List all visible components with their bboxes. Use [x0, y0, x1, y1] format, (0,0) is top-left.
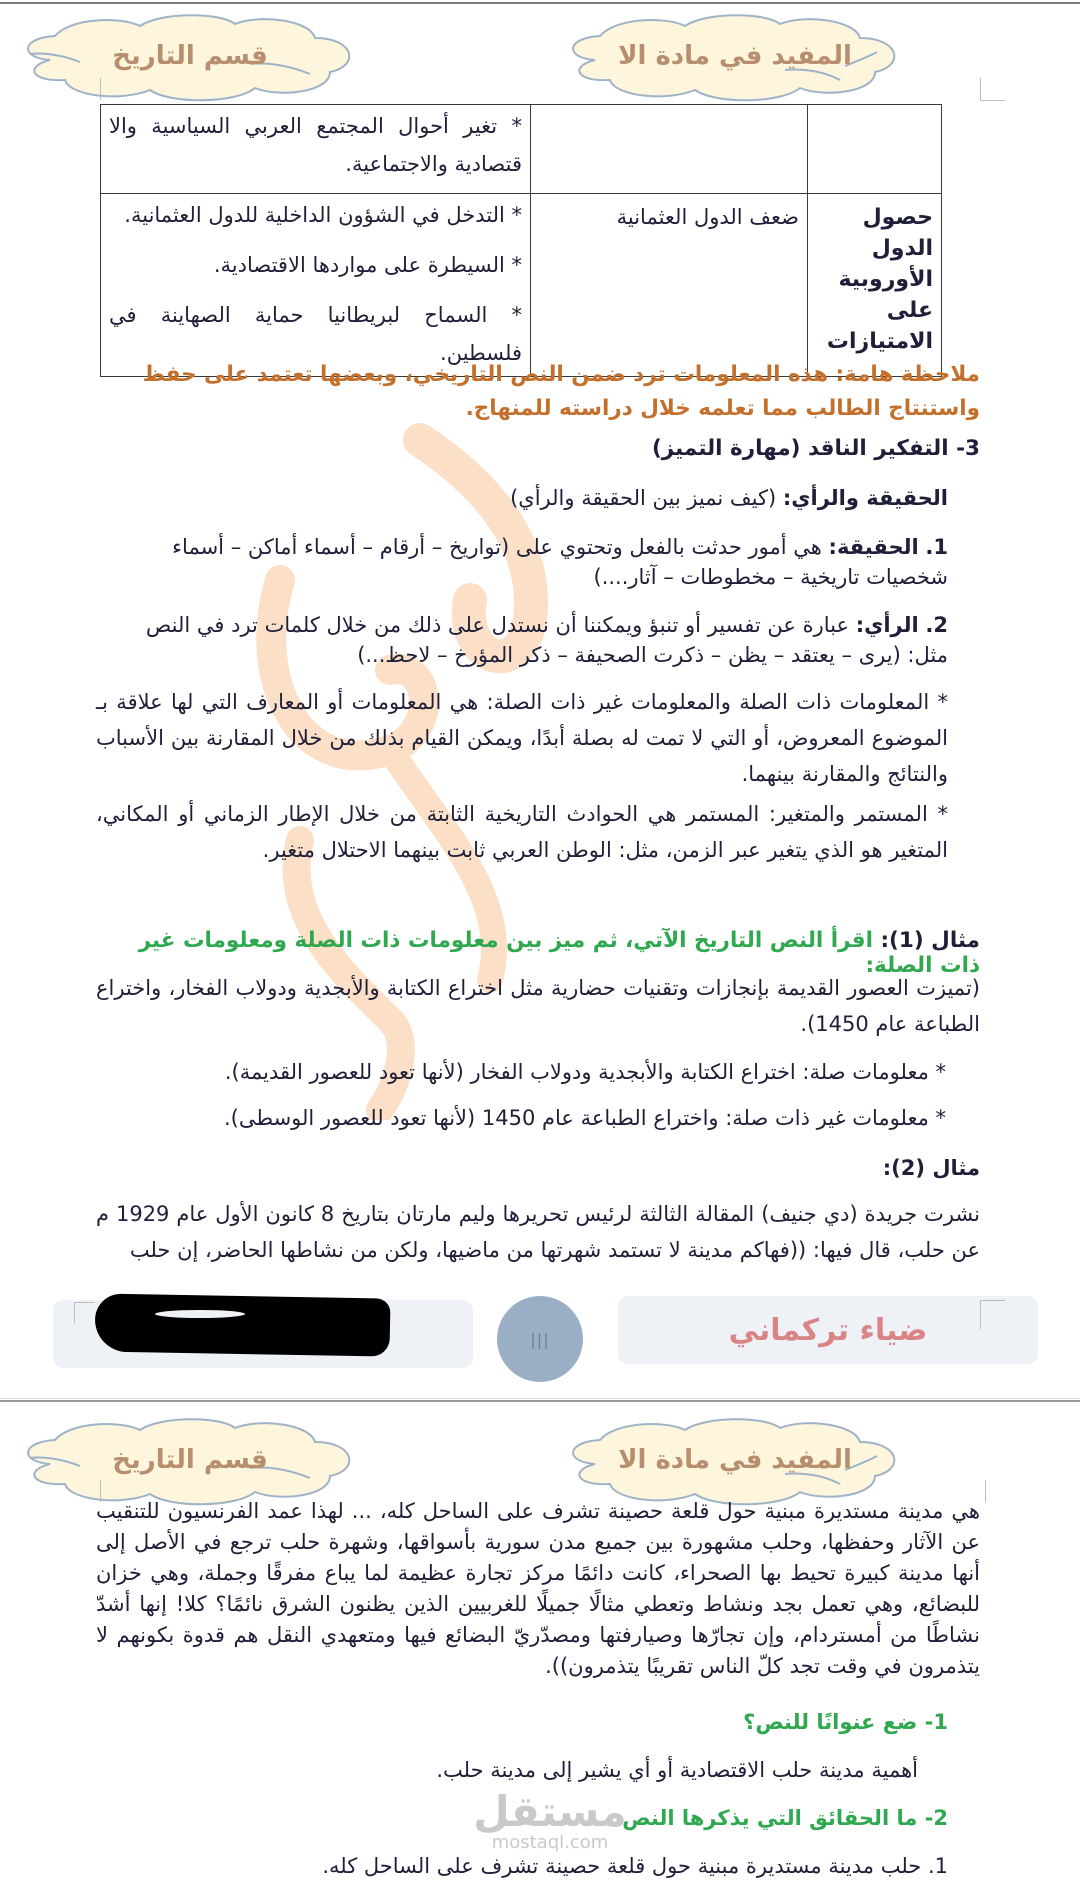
result-item: * التدخل في الشؤون الداخلية للدول العثمانية.	[124, 203, 522, 227]
table-cell-cause	[531, 105, 808, 194]
table-cell-event	[808, 105, 942, 194]
cloud-subject-text: المفيد في مادة الا	[618, 1445, 852, 1475]
author-name: ضياء تركماني	[728, 1312, 928, 1348]
cloud-subject-text: المفيد في مادة الا	[618, 41, 852, 71]
list-item-opinion: 2. الرأي: عبارة عن تفسير أو تنبؤ ويمكننا أن نستدل على ذلك من خلال كلمات ترد في النص مثل: (يرى – يعتقد – يظن – ذكرت الصحيفة – ذكر المؤرخ – لاحظ...)	[145, 613, 948, 667]
bullet-relevant-info: * المعلومات ذات الصلة والمعلومات غير ذات الصلة: هي المعلومات أو المعارف التي لها علاقة بـ الموضوع المعروض، أو التي لا تمت له بصلة أبدًا، ويمكن القيام بذلك من خلال المقارنة بين الأسباب والنتائج والمقارنة بينهما.	[96, 690, 948, 786]
bullet-continuous-variable: * المستمر والمتغير: المستمر هي الحوادث التاريخية الثابتة من خلال الإطار الزماني أو المكاني، المتغير هو الذي يتغير عبر الزمن، مثل: الوطن العربي ثابت بينهما الاحتلال متغير.	[96, 802, 948, 862]
footer-author-box	[618, 1296, 1038, 1364]
page-divider-handle[interactable]	[497, 1296, 583, 1382]
example-1-instruction: اقرأ النص التاريخ الآتي، ثم ميز بين معلومات ذات الصلة ومعلومات غير ذات الصلة:	[138, 928, 980, 978]
result-item: * السماح لبريطانيا حماية الصهاينة في فلسطين.	[109, 303, 522, 365]
question-2: 2- ما الحقائق التي يذكرها النص.	[614, 1806, 948, 1830]
table-cell-cause: ضعف الدول العثمانية	[531, 194, 808, 377]
mostaql-watermark: مستقل mostaql.com	[473, 1787, 627, 1853]
table-row	[101, 105, 942, 194]
drag-handle-icon: |||	[530, 1329, 550, 1349]
table-cell-event: حصول الدول الأوروبية على الامتيازات	[808, 194, 942, 377]
example-2-text-part1: نشرت جريدة (دي جنيف) المقالة الثالثة لرئيس تحريرها وليم مارتان بتاريخ 8 كانون الأول عام 1929 م عن حلب، قال فيها: ((فهاكم مدينة لا تستمد شهرتها من ماضيها، ولكن من نشاطها الحاضر، إن حلب	[96, 1202, 980, 1262]
header-cloud-department	[10, 1412, 370, 1508]
example-1-label: مثال (1):	[880, 928, 980, 953]
example-1-unrelated: * معلومات غير ذات صلة: واختراع الطباعة عام 1450 (لأنها تعود للعصور الوسطى).	[223, 1106, 946, 1130]
term-fact: الحقيقة:	[828, 535, 919, 559]
page-separator	[0, 1400, 1080, 1402]
list-item-fact: 1. الحقيقة: هي أمور حدثت بالفعل وتحتوي على (تواريخ – أرقام – أسماء أماكن – أسماء شخصيات تاريخية – مخطوطات – آثار....)	[172, 535, 948, 589]
result-item: * السيطرة على مواردها الاقتصادية.	[213, 253, 522, 277]
fact-opinion-subheading	[100, 483, 948, 513]
fact-opinion-question: (كيف نميز بين الحقيقة والرأي)	[510, 486, 777, 510]
table-row	[101, 194, 942, 377]
definition-opinion: عبارة عن تفسير أو تنبؤ ويمكننا أن نستدل على ذلك من خلال كلمات ترد في النص مثل: (يرى – يعتقد – يظن – ذكرت الصحيفة – ذكر المؤرخ – لاحظ...)	[145, 613, 948, 667]
question-1: 1- ضع عنوانًا للنص؟	[743, 1710, 948, 1734]
page-corner-mark	[74, 1302, 95, 1323]
page-corner-mark	[100, 78, 102, 100]
section-heading: 3- التفكير الناقد (مهارة التميز)	[651, 436, 980, 461]
answer-1: أهمية مدينة حلب الاقتصادية أو أي يشير إلى مدينة حلب.	[436, 1758, 918, 1782]
page-corner-mark	[980, 1300, 1005, 1329]
header-cloud-subject	[555, 1412, 915, 1508]
page-corner-mark	[985, 1480, 987, 1502]
example-1-text: (تميزت العصور القديمة بإنجازات وتقنيات حضارية مثل اختراع الكتابة والأبجدية ودولاب الفخار، واختراع الطباعة عام 1450).	[96, 976, 980, 1036]
cloud-department-text: قسم التاريخ	[112, 41, 268, 71]
page-corner-mark	[980, 78, 1005, 101]
cloud-department-text: قسم التاريخ	[112, 1445, 268, 1475]
definition-fact: هي أمور حدثت بالفعل وتحتوي على (تواريخ – أرقام – أسماء أماكن – أسماء شخصيات تاريخية – مخطوطات – آثار....)	[172, 535, 948, 589]
table-cell-results	[101, 194, 531, 377]
redacted-name	[95, 1293, 391, 1356]
answer-2: 1. حلب مدينة مستديرة مبنية حول قلعة حصينة تشرف على الساحل كله.	[322, 1854, 948, 1878]
term-opinion: الرأي:	[855, 613, 919, 637]
result-item: * تغير أحوال المجتمع العربي السياسية والا قتصادية والاجتماعية.	[109, 114, 522, 176]
example-2-text-part2: هي مدينة مستديرة مبنية حول قلعة حصينة تشرف على الساحل كله، ... لهذا عمد الفرنسيون للتنقيب عن الآثار وحفظها، وحلب مشهورة بين جميع مدن سورية بأسواقها، وشهرة حلب ترجع في الأصل إلى أنها مدينة كبيرة تحيط بها الصحراء، كانت دائمًا مركز تجارة عظيمة لما يباع مفرقًا وجملة، وهي خزان للبضائع، وهي تعمل بجد ونشاط وتعطي مثالًا جميلًا للغربيين الذين يظنون الشرق نائمًا؟ كلا! إنها أشدّ نشاطًا من أمستردام، وإن تجارّها وصيارفتها ومصدّريّ البضائع فيها ومتعهدي النقل هم قدوة بكونهم لا يتذمرون في وقت تجد كلّ الناس تقريبًا يتذمرون)).	[96, 1499, 980, 1678]
important-note: ملاحظة هامة: هذه المعلومات ترد ضمن النص التاريخي، وبعضها تعتمد على حفظ واستنتاج الطالب مما تعلمه خلال دراسته للمنهاج.	[142, 362, 980, 421]
example-2-label: مثال (2):	[882, 1156, 980, 1180]
top-rule	[0, 2, 1080, 4]
events-table	[100, 104, 942, 377]
table-cell-results	[101, 105, 531, 194]
header-cloud-subject	[555, 8, 915, 104]
fact-opinion-label: الحقيقة والرأي:	[782, 486, 948, 510]
example-1-related: * معلومات صلة: اختراع الكتابة والأبجدية ودولاب الفخار (لأنها تعود للعصور القديمة).	[224, 1060, 946, 1084]
header-cloud-department	[10, 8, 370, 104]
